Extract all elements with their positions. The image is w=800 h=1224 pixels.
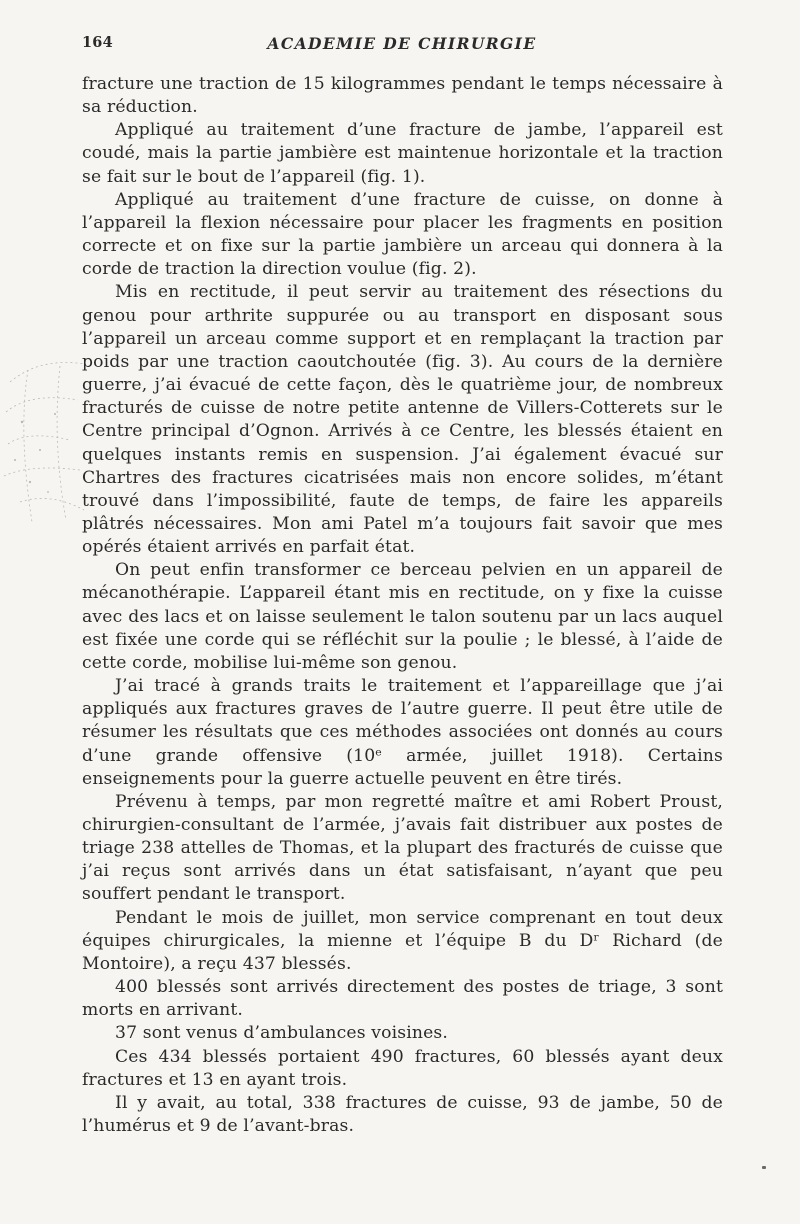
running-head: ACADEMIE DE CHIRURGIE [267, 34, 537, 53]
paragraph: Il y avait, au total, 338 fractures de cuisse, 93 de jambe, 50 de l’humérus et 9 de l’avant-bras. [82, 1092, 723, 1137]
paragraph: fracture une traction de 15 kilogrammes pendant le temps nécessaire à sa réduction. [82, 74, 723, 118]
paragraph: 37 sont venus d’ambulances voisines. [115, 1023, 449, 1044]
paragraph: Prévenu à temps, par mon regretté maître et ami Robert Proust, chirurgien-consultant de l’armée, j’avais fait distribuer aux postes de triage 238 attelles de Thomas, et la plupart des fracturés de cuisse que j’ai reçus sont arrivés dans un état satisfaisant, n’ayant que peu souffert pendant le transport. [82, 791, 723, 905]
print-speck [762, 1166, 766, 1169]
paragraph: On peut enfin transformer ce berceau pelvien en un appareil de mécanothérapie. L’appareil étant mis en rectitude, on y fixe la cuisse avec des lacs et on laisse seulement le talon soutenu par un lacs auquel est fixée une corde qui se réfléchit sur la poulie ; le blessé, à l’aide de cette corde, mobilise lui-même son genou. [82, 560, 723, 673]
paragraph: Appliqué au traitement d’une fracture de jambe, l’appareil est coudé, mais la partie jambière est maintenue horizontale et la traction se fait sur le bout de l’appareil (fig. 1). [82, 120, 723, 187]
paragraph: Pendant le mois de juillet, mon service comprenant en tout deux équipes chirurgicales, la mienne et l’équipe B du Dʳ Richard (de Montoire), a reçu 437 blessés. [82, 907, 723, 974]
paragraph: Ces 434 blessés portaient 490 fractures, 60 blessés ayant deux fractures et 13 en ayant trois. [82, 1046, 723, 1090]
paragraph: J’ai tracé à grands traits le traitement et l’appareillage que j’ai appliqués aux fractures graves de l’autre guerre. Il peut être utile de résumer les résultats que ces méthodes associées ont donnés au cours d’une grande offensive (10ᵉ armée, juillet 1918). Certains enseignements pour la guerre actuelle peuvent en être tirés. [82, 676, 723, 789]
paragraph: Appliqué au traitement d’une fracture de cuisse, on donne à l’appareil la flexion nécessaire pour placer les fragments en position correcte et on fixe sur la partie jambière un arceau qui donnera à la corde de traction la direction voulue (fig. 2). [82, 189, 723, 280]
page-header [82, 34, 722, 56]
page-number: 164 [82, 34, 113, 51]
body-text [82, 73, 723, 1138]
paragraph: Mis en rectitude, il peut servir au traitement des résections du genou pour arthrite suppurée ou au transport en disposant sous l’appareil un arceau comme support et en remplaçant la traction par poids par une traction caoutchoutée (fig. 3). Au cours de la dernière guerre, j’ai évacué de cette façon, dès le quatrième jour, de nombreux fracturés de cuisse de notre petite antenne de Villers-Cotterets sur le Centre principal d’Ognon. Arrivés à ce Centre, les blessés étaient en quelques instants remis en suspension. J’ai également évacué sur Chartres des fractures cicatrisées mais non encore solides, m’étant trouvé dans l’impossibilité, faute de temps, de faire les appareils plâtrés nécessaires. Mon ami Patel m’a toujours fait savoir que mes opérés étaient arrivés en parfait état. [82, 282, 723, 558]
paragraph: 400 blessés sont arrivés directement des postes de triage, 3 sont morts en arrivant. [82, 977, 723, 1021]
